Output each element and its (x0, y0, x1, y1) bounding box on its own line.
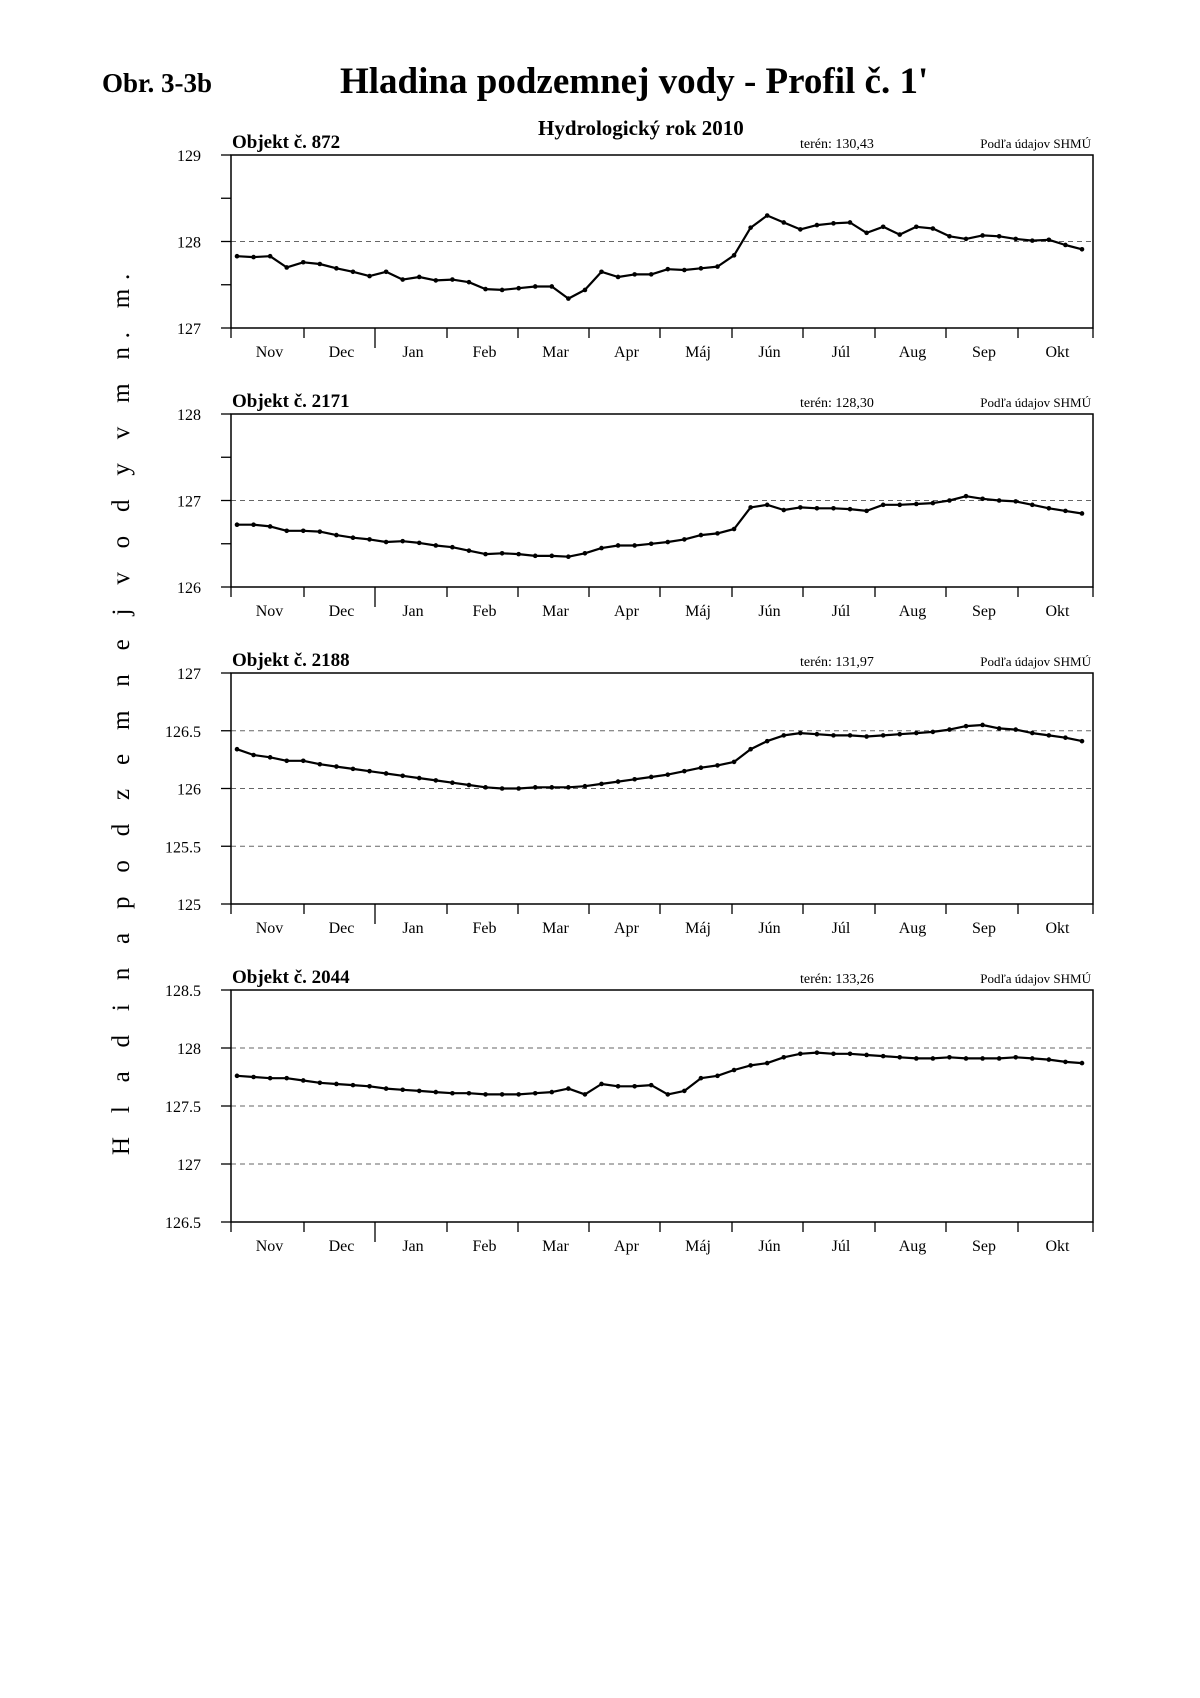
data-point (715, 264, 720, 269)
data-point (284, 528, 289, 533)
data-point (732, 527, 737, 532)
data-point (301, 528, 306, 533)
terrain-label: terén: 131,97 (800, 655, 874, 670)
data-point (533, 284, 538, 289)
data-point (1047, 237, 1052, 242)
data-point (1013, 237, 1018, 242)
x-tick-label: Máj (685, 920, 711, 937)
x-tick-label: Sep (972, 344, 996, 361)
data-point (649, 775, 654, 780)
data-point (583, 551, 588, 556)
data-point (467, 783, 472, 788)
data-point (251, 522, 256, 527)
y-tick-label: 125.5 (165, 839, 201, 857)
data-point (781, 508, 786, 513)
data-point (417, 776, 422, 781)
data-point (1030, 503, 1035, 508)
x-tick-label: Jan (402, 603, 424, 620)
data-point (318, 1081, 323, 1086)
data-point (384, 771, 389, 776)
x-tick-label: Mar (542, 344, 569, 361)
data-point (715, 763, 720, 768)
data-point (268, 755, 273, 760)
x-tick-label: Sep (972, 920, 996, 937)
data-point (732, 253, 737, 258)
x-tick-label: Feb (472, 920, 497, 937)
data-point (897, 732, 902, 737)
data-point (848, 220, 853, 225)
data-point (914, 1056, 919, 1061)
data-point (417, 275, 422, 280)
data-point (815, 223, 820, 228)
data-point (450, 780, 455, 785)
data-point (434, 278, 439, 283)
data-point (566, 785, 571, 790)
x-tick-label: Feb (472, 344, 497, 361)
data-point (897, 232, 902, 237)
x-tick-label: Júl (831, 1238, 851, 1255)
data-point (980, 723, 985, 728)
data-point (881, 1054, 886, 1059)
data-point (318, 529, 323, 534)
data-point (864, 734, 869, 739)
x-tick-label: Júl (831, 344, 851, 361)
data-point (483, 785, 488, 790)
data-point (980, 1056, 985, 1061)
data-point (1080, 739, 1085, 744)
x-tick-label: Júl (831, 920, 851, 937)
data-point (400, 1087, 405, 1092)
data-point (516, 786, 521, 791)
x-tick-label: Feb (472, 1238, 497, 1255)
data-point (1063, 1060, 1068, 1065)
data-point (235, 747, 240, 752)
x-tick-label: Jún (758, 920, 781, 937)
y-tick-label: 127 (177, 493, 201, 511)
data-point (483, 287, 488, 292)
source-label: Podľa údajov SHMÚ (980, 971, 1091, 986)
x-tick-label: Dec (328, 1238, 355, 1255)
data-point (947, 498, 952, 503)
x-tick-label: Okt (1045, 920, 1070, 937)
data-point (748, 747, 753, 752)
data-point (665, 772, 670, 777)
data-point (1013, 1055, 1018, 1060)
data-point (1013, 727, 1018, 732)
y-tick-label: 127 (177, 666, 201, 683)
x-tick-label: Nov (255, 920, 284, 937)
y-tick-label: 125 (177, 897, 201, 914)
data-point (798, 227, 803, 232)
data-point (815, 506, 820, 511)
y-tick-label: 128 (177, 234, 201, 252)
data-point (831, 221, 836, 226)
data-point (815, 1050, 820, 1055)
source-label: Podľa údajov SHMÚ (980, 654, 1091, 669)
y-tick-label: 126 (177, 781, 201, 799)
y-tick-label: 127 (177, 1157, 201, 1174)
data-point (980, 233, 985, 238)
data-point (914, 224, 919, 229)
data-point (914, 731, 919, 736)
data-point (500, 1092, 505, 1097)
x-tick-label: Nov (255, 344, 284, 361)
data-point (284, 758, 289, 763)
x-tick-label: Jan (402, 1238, 424, 1255)
data-point (699, 533, 704, 538)
data-point (616, 543, 621, 548)
x-tick-label: Jan (402, 920, 424, 937)
data-point (467, 280, 472, 285)
data-point (367, 769, 372, 774)
data-point (732, 1068, 737, 1073)
data-point (649, 1083, 654, 1088)
data-point (699, 1076, 704, 1081)
data-point (516, 552, 521, 557)
data-point (1047, 506, 1052, 511)
data-point (997, 1056, 1002, 1061)
x-tick-label: Sep (972, 603, 996, 620)
data-point (831, 733, 836, 738)
data-point (251, 255, 256, 260)
data-point (533, 785, 538, 790)
data-point (583, 784, 588, 789)
x-tick-label: Apr (614, 1238, 639, 1255)
data-point (931, 1056, 936, 1061)
data-point (864, 231, 869, 236)
data-point (715, 1074, 720, 1079)
data-point (964, 237, 969, 242)
data-point (781, 733, 786, 738)
data-point (351, 269, 356, 274)
x-tick-label: Dec (328, 603, 355, 620)
data-point (665, 1092, 670, 1097)
x-tick-label: Okt (1045, 344, 1070, 361)
x-tick-label: Okt (1045, 603, 1070, 620)
series-line (237, 496, 1082, 557)
data-point (748, 505, 753, 510)
data-point (434, 543, 439, 548)
data-point (450, 277, 455, 282)
data-point (500, 551, 505, 556)
data-point (997, 726, 1002, 731)
data-point (798, 731, 803, 736)
data-point (781, 1055, 786, 1060)
x-tick-label: Jún (758, 603, 781, 620)
data-point (599, 269, 604, 274)
data-point (550, 554, 555, 559)
x-tick-label: Máj (685, 344, 711, 361)
data-point (964, 724, 969, 729)
data-point (400, 277, 405, 282)
x-tick-label: Aug (898, 920, 927, 937)
data-point (599, 1082, 604, 1087)
data-point (566, 554, 571, 559)
panel-title: Objekt č. 2044 (232, 967, 350, 988)
data-point (732, 760, 737, 765)
data-point (1047, 1057, 1052, 1062)
data-point (516, 286, 521, 291)
x-tick-label: Jún (758, 344, 781, 361)
data-point (947, 234, 952, 239)
data-point (715, 531, 720, 536)
data-point (467, 1091, 472, 1096)
x-tick-label: Nov (255, 1238, 284, 1255)
data-point (550, 284, 555, 289)
terrain-label: terén: 130,43 (800, 137, 874, 152)
data-point (1080, 511, 1085, 516)
page-title: Hladina podzemnej vody - Profil č. 1' (340, 61, 929, 102)
data-point (848, 733, 853, 738)
data-point (500, 288, 505, 293)
data-point (632, 272, 637, 277)
data-point (881, 503, 886, 508)
data-point (947, 727, 952, 732)
data-point (1080, 1061, 1085, 1066)
x-tick-label: Apr (614, 603, 639, 620)
data-point (400, 539, 405, 544)
panel-title: Objekt č. 2171 (232, 391, 350, 412)
data-point (301, 758, 306, 763)
data-point (682, 769, 687, 774)
data-point (599, 546, 604, 551)
data-point (318, 762, 323, 767)
data-point (417, 541, 422, 546)
chart-panel-2 (177, 391, 1093, 620)
data-point (881, 224, 886, 229)
page-subtitle: Hydrologický rok 2010 (538, 116, 744, 140)
data-point (583, 1092, 588, 1097)
data-point (831, 506, 836, 511)
data-point (516, 1092, 521, 1097)
data-point (1030, 731, 1035, 736)
data-point (334, 533, 339, 538)
y-axis-title: H l a d i n a p o d z e m n e j v o d y v m n. m. (108, 264, 135, 1156)
data-point (583, 288, 588, 293)
data-point (881, 733, 886, 738)
figure-label: Obr. 3-3b (102, 68, 213, 98)
data-point (268, 254, 273, 259)
y-tick-label: 128.5 (165, 983, 201, 1000)
data-point (931, 226, 936, 231)
x-tick-label: Sep (972, 1238, 996, 1255)
x-tick-label: Mar (542, 1238, 569, 1255)
x-tick-label: Jún (758, 1238, 781, 1255)
data-point (765, 739, 770, 744)
panel-title: Objekt č. 872 (232, 132, 341, 153)
data-point (251, 1075, 256, 1080)
data-point (897, 503, 902, 508)
data-point (848, 507, 853, 512)
data-point (947, 1055, 952, 1060)
data-point (434, 778, 439, 783)
data-point (483, 1092, 488, 1097)
data-point (765, 213, 770, 218)
data-point (566, 296, 571, 301)
data-point (384, 1086, 389, 1091)
data-point (1047, 733, 1052, 738)
data-point (964, 1056, 969, 1061)
data-point (450, 545, 455, 550)
data-point (1063, 509, 1068, 514)
x-tick-label: Dec (328, 920, 355, 937)
data-point (1063, 243, 1068, 248)
data-point (765, 1061, 770, 1066)
data-point (864, 509, 869, 514)
data-point (268, 524, 273, 529)
data-point (284, 1076, 289, 1081)
terrain-label: terén: 133,26 (800, 972, 874, 987)
x-tick-label: Apr (614, 344, 639, 361)
data-point (765, 503, 770, 508)
source-label: Podľa údajov SHMÚ (980, 136, 1091, 151)
data-point (699, 765, 704, 770)
x-tick-label: Aug (898, 1238, 927, 1255)
data-point (284, 265, 289, 270)
y-tick-label: 126.5 (165, 1215, 201, 1232)
data-point (616, 1084, 621, 1089)
data-point (334, 764, 339, 769)
data-point (616, 779, 621, 784)
x-tick-label: Dec (328, 344, 355, 361)
data-point (748, 1063, 753, 1068)
data-point (251, 753, 256, 758)
data-point (301, 1078, 306, 1083)
data-point (533, 554, 538, 559)
data-point (367, 274, 372, 279)
y-tick-label: 129 (177, 148, 201, 165)
data-point (384, 540, 389, 545)
data-point (682, 268, 687, 273)
data-point (699, 266, 704, 271)
data-point (980, 496, 985, 501)
data-point (848, 1052, 853, 1057)
data-point (997, 498, 1002, 503)
data-point (434, 1090, 439, 1095)
y-tick-label: 126.5 (165, 723, 201, 741)
series-line (237, 725, 1082, 789)
data-point (781, 220, 786, 225)
data-point (1063, 735, 1068, 740)
data-point (997, 234, 1002, 239)
data-point (268, 1076, 273, 1081)
data-point (931, 730, 936, 735)
data-point (864, 1053, 869, 1058)
data-point (964, 494, 969, 499)
data-point (417, 1089, 422, 1094)
data-point (367, 1084, 372, 1089)
x-tick-label: Nov (255, 603, 284, 620)
terrain-label: terén: 128,30 (800, 396, 874, 411)
data-point (632, 1084, 637, 1089)
data-point (351, 535, 356, 540)
data-point (500, 786, 505, 791)
data-point (318, 262, 323, 267)
data-point (1030, 1056, 1035, 1061)
chart-panel-3 (165, 650, 1093, 937)
data-point (665, 267, 670, 272)
y-tick-label: 128 (177, 407, 201, 424)
x-tick-label: Mar (542, 920, 569, 937)
series-line (237, 1053, 1082, 1095)
data-point (550, 785, 555, 790)
data-point (400, 773, 405, 778)
x-tick-label: Feb (472, 603, 497, 620)
y-tick-label: 128 (177, 1041, 201, 1058)
x-tick-label: Apr (614, 920, 639, 937)
data-point (351, 1083, 356, 1088)
data-point (632, 543, 637, 548)
data-point (384, 269, 389, 274)
data-point (798, 505, 803, 510)
data-point (665, 540, 670, 545)
series-line (237, 216, 1082, 299)
data-point (831, 1052, 836, 1057)
data-point (367, 537, 372, 542)
data-point (1080, 247, 1085, 252)
data-point (483, 552, 488, 557)
chart-panel-4 (165, 967, 1093, 1255)
chart-panel-1 (177, 132, 1093, 361)
data-point (914, 502, 919, 507)
data-point (334, 266, 339, 271)
x-tick-label: Máj (685, 1238, 711, 1255)
panel-title: Objekt č. 2188 (232, 650, 350, 671)
x-tick-label: Aug (898, 344, 927, 361)
data-point (682, 1089, 687, 1094)
x-tick-label: Máj (685, 603, 711, 620)
data-point (334, 1082, 339, 1087)
data-point (897, 1055, 902, 1060)
data-point (931, 501, 936, 506)
data-point (235, 522, 240, 527)
source-label: Podľa údajov SHMÚ (980, 395, 1091, 410)
data-point (682, 537, 687, 542)
data-point (649, 541, 654, 546)
x-tick-label: Aug (898, 603, 927, 620)
data-point (649, 272, 654, 277)
data-point (450, 1091, 455, 1096)
data-point (815, 732, 820, 737)
data-point (550, 1090, 555, 1095)
data-point (301, 260, 306, 265)
data-point (748, 225, 753, 230)
x-tick-label: Jan (402, 344, 424, 361)
data-point (616, 275, 621, 280)
data-point (798, 1052, 803, 1057)
data-point (235, 1074, 240, 1079)
data-point (632, 777, 637, 782)
data-point (351, 767, 356, 772)
data-point (467, 548, 472, 553)
x-tick-label: Júl (831, 603, 851, 620)
x-tick-label: Okt (1045, 1238, 1070, 1255)
y-tick-label: 127.5 (165, 1099, 201, 1116)
x-tick-label: Mar (542, 603, 569, 620)
data-point (599, 782, 604, 787)
y-tick-label: 127 (177, 321, 201, 338)
data-point (533, 1091, 538, 1096)
data-point (1013, 499, 1018, 504)
data-point (566, 1086, 571, 1091)
data-point (1030, 238, 1035, 243)
data-point (235, 254, 240, 259)
y-tick-label: 126 (177, 580, 201, 597)
